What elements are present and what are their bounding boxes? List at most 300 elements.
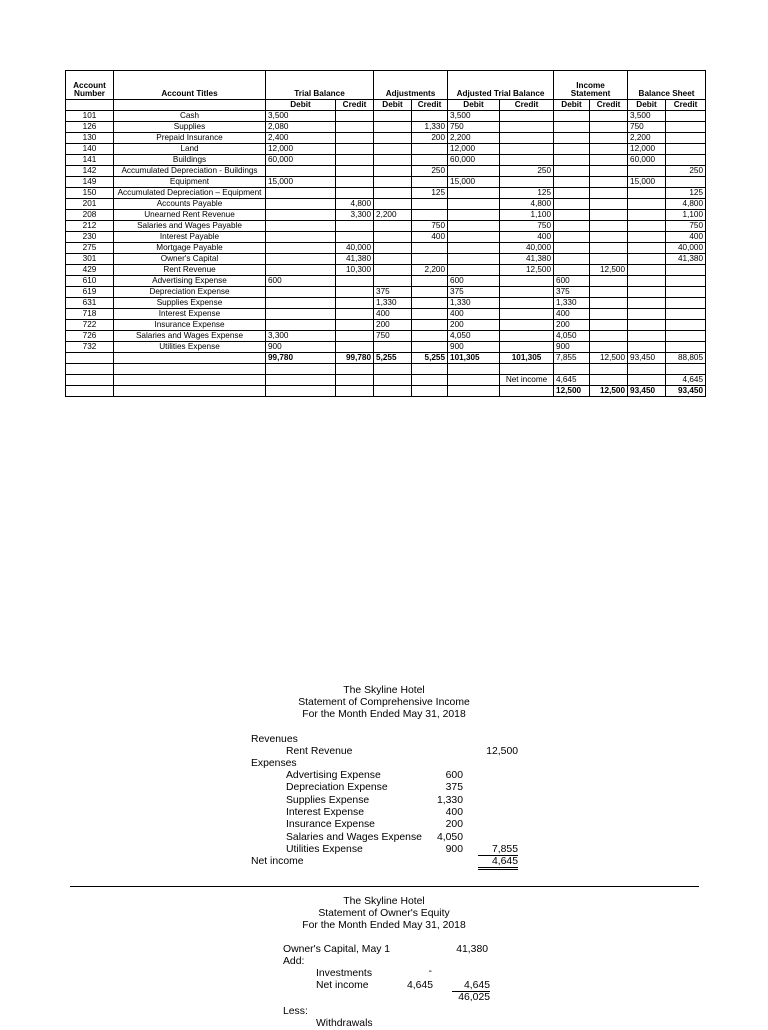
amount-cell-bs-cr bbox=[666, 287, 706, 298]
blank-cell bbox=[448, 364, 500, 375]
blank-cell bbox=[374, 386, 412, 397]
amount-cell-tb-cr bbox=[336, 166, 374, 177]
amount-cell-adj-dr: 200 bbox=[374, 320, 412, 331]
amount-cell-atb-cr bbox=[500, 133, 554, 144]
amount-cell-tb-dr: 60,000 bbox=[266, 155, 336, 166]
total-cell-tb-dr: 99,780 bbox=[266, 353, 336, 364]
amount-cell-atb-cr: 41,380 bbox=[500, 254, 554, 265]
table-row bbox=[66, 243, 706, 254]
amount-cell-atb-dr: 400 bbox=[448, 309, 500, 320]
net-income-is-debit: 4,645 bbox=[554, 375, 590, 386]
amount-cell-adj-cr: 400 bbox=[412, 232, 448, 243]
amount-cell-bs-cr: 250 bbox=[666, 166, 706, 177]
amount-cell-is-dr: 1,330 bbox=[554, 298, 590, 309]
amount-cell-tb-cr bbox=[336, 221, 374, 232]
amount-cell-adj-cr bbox=[412, 276, 448, 287]
add-label: Add: bbox=[283, 956, 305, 967]
account-number-cell: 141 bbox=[66, 155, 114, 166]
total-cell-tb-cr: 99,780 bbox=[336, 353, 374, 364]
amount-cell-is-dr bbox=[554, 133, 590, 144]
amount-cell-is-cr bbox=[590, 320, 628, 331]
blank-cell bbox=[500, 364, 554, 375]
amount-cell-adj-dr: 1,330 bbox=[374, 298, 412, 309]
amount-cell-bs-dr bbox=[628, 232, 666, 243]
amount-cell-tb-cr bbox=[336, 111, 374, 122]
amount-cell-atb-dr: 900 bbox=[448, 342, 500, 353]
net-income-bs-credit: 4,645 bbox=[666, 375, 706, 386]
table-row bbox=[66, 144, 706, 155]
amount-cell-atb-cr bbox=[500, 155, 554, 166]
total-cell-bs-cr: 88,805 bbox=[666, 353, 706, 364]
income-statement-heading bbox=[0, 685, 768, 722]
amount-cell-bs-dr bbox=[628, 210, 666, 221]
amount-cell-bs-dr: 12,000 bbox=[628, 144, 666, 155]
atb-debit-header: Debit bbox=[448, 100, 500, 111]
amount-cell-bs-dr bbox=[628, 254, 666, 265]
blank-cell bbox=[336, 364, 374, 375]
is-credit-header: Credit bbox=[590, 100, 628, 111]
account-title-cell: Rent Revenue bbox=[114, 265, 266, 276]
amount-cell-tb-cr bbox=[336, 342, 374, 353]
amount-cell-is-dr bbox=[554, 166, 590, 177]
amount-cell-bs-dr bbox=[628, 199, 666, 210]
amount-cell-adj-dr bbox=[374, 232, 412, 243]
amount-cell-atb-cr bbox=[500, 320, 554, 331]
amount-cell-adj-cr bbox=[412, 309, 448, 320]
worksheet-subheader-row bbox=[66, 100, 706, 111]
amount-cell-atb-cr bbox=[500, 331, 554, 342]
amount-cell-atb-dr: 2,200 bbox=[448, 133, 500, 144]
rent-revenue-label: Rent Revenue bbox=[286, 746, 353, 757]
account-title-cell: Land bbox=[114, 144, 266, 155]
amount-cell-adj-dr bbox=[374, 188, 412, 199]
rent-revenue-amount: 12,500 bbox=[486, 746, 518, 757]
amount-cell-tb-dr bbox=[266, 254, 336, 265]
oe-subtotal: 46,025 bbox=[458, 992, 490, 1003]
amount-cell-is-cr bbox=[590, 243, 628, 254]
amount-cell-atb-dr: 60,000 bbox=[448, 155, 500, 166]
amount-cell-is-cr bbox=[590, 232, 628, 243]
amount-cell-is-cr bbox=[590, 199, 628, 210]
amount-cell-bs-dr bbox=[628, 276, 666, 287]
amount-cell-atb-cr bbox=[500, 177, 554, 188]
amount-cell-is-dr bbox=[554, 199, 590, 210]
blank-cell bbox=[266, 386, 336, 397]
expense-amount: 400 bbox=[445, 806, 463, 818]
net-income-value: 4,645 bbox=[478, 856, 518, 870]
amount-cell-is-dr bbox=[554, 188, 590, 199]
less-label: Less: bbox=[283, 1006, 308, 1017]
balance-sheet-header: Balance Sheet bbox=[628, 71, 706, 100]
amount-cell-atb-dr: 15,000 bbox=[448, 177, 500, 188]
account-title-cell: Prepaid Insurance bbox=[114, 133, 266, 144]
is-period: For the Month Ended May 31, 2018 bbox=[302, 709, 466, 721]
is-company-name: The Skyline Hotel bbox=[343, 685, 425, 696]
amount-cell-bs-cr bbox=[666, 133, 706, 144]
amount-cell-tb-dr bbox=[266, 188, 336, 199]
amount-cell-tb-dr bbox=[266, 309, 336, 320]
is-title: Statement of Comprehensive Income bbox=[298, 697, 470, 709]
blank-cell bbox=[114, 386, 266, 397]
expense-label: Insurance Expense bbox=[286, 819, 375, 831]
trial-balance-header: Trial Balance bbox=[266, 71, 374, 100]
oe-company-name: The Skyline Hotel bbox=[343, 896, 425, 907]
amount-cell-bs-cr bbox=[666, 320, 706, 331]
amount-cell-adj-cr bbox=[412, 177, 448, 188]
amount-cell-tb-dr bbox=[266, 221, 336, 232]
amount-cell-adj-dr: 400 bbox=[374, 309, 412, 320]
table-row bbox=[66, 199, 706, 210]
account-number-cell: 149 bbox=[66, 177, 114, 188]
expense-amount: 200 bbox=[445, 819, 463, 831]
amount-cell-bs-dr: 3,500 bbox=[628, 111, 666, 122]
table-row bbox=[66, 210, 706, 221]
amount-cell-atb-cr bbox=[500, 111, 554, 122]
final-totals-row bbox=[66, 386, 706, 397]
amount-cell-atb-cr bbox=[500, 122, 554, 133]
owners-equity-heading bbox=[0, 896, 768, 933]
amount-cell-adj-dr: 750 bbox=[374, 331, 412, 342]
blank-cell bbox=[554, 364, 590, 375]
amount-cell-tb-dr: 2,400 bbox=[266, 133, 336, 144]
amount-cell-atb-dr bbox=[448, 221, 500, 232]
blank-cell bbox=[628, 364, 666, 375]
worksheet-header-row bbox=[66, 71, 706, 100]
amount-cell-atb-cr: 125 bbox=[500, 188, 554, 199]
expense-label: Advertising Expense bbox=[286, 770, 381, 781]
amount-cell-is-cr bbox=[590, 133, 628, 144]
amount-cell-bs-dr: 750 bbox=[628, 122, 666, 133]
amount-cell-tb-dr: 15,000 bbox=[266, 177, 336, 188]
amount-cell-adj-cr bbox=[412, 199, 448, 210]
amount-cell-adj-cr: 125 bbox=[412, 188, 448, 199]
amount-cell-tb-cr bbox=[336, 144, 374, 155]
amount-cell-tb-cr: 40,000 bbox=[336, 243, 374, 254]
capital-amount: 41,380 bbox=[456, 944, 488, 955]
account-title-cell: Salaries and Wages Expense bbox=[114, 331, 266, 342]
amount-cell-adj-cr: 200 bbox=[412, 133, 448, 144]
blank-cell bbox=[114, 364, 266, 375]
account-title-cell: Accumulated Depreciation - Buildings bbox=[114, 166, 266, 177]
amount-cell-tb-dr bbox=[266, 210, 336, 221]
total-cell-is-dr: 7,855 bbox=[554, 353, 590, 364]
amount-cell-adj-cr bbox=[412, 111, 448, 122]
blank-cell bbox=[500, 386, 554, 397]
amount-cell-bs-cr bbox=[666, 298, 706, 309]
account-number-header: Account Number bbox=[66, 71, 114, 100]
table-row bbox=[66, 155, 706, 166]
amount-cell-is-cr bbox=[590, 309, 628, 320]
amount-cell-bs-dr bbox=[628, 342, 666, 353]
account-title-cell: Advertising Expense bbox=[114, 276, 266, 287]
capital-label: Owner's Capital, May 1 bbox=[283, 944, 391, 955]
amount-cell-is-cr bbox=[590, 276, 628, 287]
amount-cell-adj-dr bbox=[374, 166, 412, 177]
oe-period: For the Month Ended May 31, 2018 bbox=[302, 920, 466, 932]
table-row bbox=[66, 298, 706, 309]
amount-cell-is-cr bbox=[590, 221, 628, 232]
account-number-cell: 150 bbox=[66, 188, 114, 199]
account-title-cell: Depreciation Expense bbox=[114, 287, 266, 298]
amount-cell-is-dr bbox=[554, 243, 590, 254]
account-number-cell: 301 bbox=[66, 254, 114, 265]
atb-credit-header: Credit bbox=[500, 100, 554, 111]
amount-cell-is-dr bbox=[554, 111, 590, 122]
amount-cell-bs-dr: 2,200 bbox=[628, 133, 666, 144]
amount-cell-atb-dr: 12,000 bbox=[448, 144, 500, 155]
amount-cell-is-cr bbox=[590, 188, 628, 199]
expense-amount: 900 bbox=[445, 843, 463, 855]
account-title-cell: Supplies Expense bbox=[114, 298, 266, 309]
amount-cell-bs-dr bbox=[628, 221, 666, 232]
amount-cell-tb-cr: 10,300 bbox=[336, 265, 374, 276]
table-row bbox=[66, 309, 706, 320]
oe-net-income-label: Net income bbox=[316, 980, 369, 991]
amount-cell-is-dr bbox=[554, 177, 590, 188]
amount-cell-is-dr bbox=[554, 254, 590, 265]
amount-cell-atb-cr: 400 bbox=[500, 232, 554, 243]
amount-cell-bs-cr: 1,100 bbox=[666, 210, 706, 221]
account-number-cell: 718 bbox=[66, 309, 114, 320]
amount-cell-bs-dr: 15,000 bbox=[628, 177, 666, 188]
blank-cell bbox=[448, 375, 500, 386]
table-row bbox=[66, 188, 706, 199]
amount-cell-bs-dr bbox=[628, 265, 666, 276]
amount-cell-atb-dr: 4,050 bbox=[448, 331, 500, 342]
amount-cell-is-cr bbox=[590, 210, 628, 221]
account-title-cell: Interest Expense bbox=[114, 309, 266, 320]
tb-credit-header: Credit bbox=[336, 100, 374, 111]
amount-cell-is-cr bbox=[590, 111, 628, 122]
total-cell-is-cr: 12,500 bbox=[590, 353, 628, 364]
amount-cell-tb-cr bbox=[336, 331, 374, 342]
amount-cell-tb-dr bbox=[266, 265, 336, 276]
expense-label: Utilities Expense bbox=[286, 843, 363, 855]
account-title-cell: Insurance Expense bbox=[114, 320, 266, 331]
is-debit-header: Debit bbox=[554, 100, 590, 111]
amount-cell-adj-cr bbox=[412, 342, 448, 353]
amount-cell-bs-dr bbox=[628, 298, 666, 309]
net-income-row bbox=[66, 375, 706, 386]
amount-cell-atb-cr: 250 bbox=[500, 166, 554, 177]
blank-cell bbox=[412, 364, 448, 375]
blank-cell bbox=[666, 364, 706, 375]
table-row bbox=[66, 221, 706, 232]
amount-cell-atb-dr bbox=[448, 232, 500, 243]
investments-amount: - bbox=[428, 966, 432, 977]
account-title-cell: Cash bbox=[114, 111, 266, 122]
amount-cell-tb-cr bbox=[336, 177, 374, 188]
bs-credit-header: Credit bbox=[666, 100, 706, 111]
amount-cell-atb-dr: 200 bbox=[448, 320, 500, 331]
table-row bbox=[66, 320, 706, 331]
amount-cell-atb-cr bbox=[500, 287, 554, 298]
amount-cell-atb-dr bbox=[448, 265, 500, 276]
amount-cell-adj-dr bbox=[374, 122, 412, 133]
amount-cell-tb-cr bbox=[336, 133, 374, 144]
amount-cell-is-dr: 600 bbox=[554, 276, 590, 287]
amount-cell-atb-dr bbox=[448, 166, 500, 177]
blank-cell bbox=[336, 375, 374, 386]
amount-cell-bs-dr bbox=[628, 188, 666, 199]
table-row bbox=[66, 265, 706, 276]
amount-cell-atb-dr: 750 bbox=[448, 122, 500, 133]
amount-cell-is-cr bbox=[590, 342, 628, 353]
amount-cell-is-dr: 4,050 bbox=[554, 331, 590, 342]
adjusted-trial-balance-header: Adjusted Trial Balance bbox=[448, 71, 554, 100]
final-bs-debit: 93,450 bbox=[628, 386, 666, 397]
expense-amount: 600 bbox=[445, 770, 463, 781]
amount-cell-adj-dr bbox=[374, 254, 412, 265]
account-title-cell: Buildings bbox=[114, 155, 266, 166]
owners-equity-body bbox=[0, 944, 768, 1029]
amount-cell-tb-dr: 3,300 bbox=[266, 331, 336, 342]
final-bs-credit: 93,450 bbox=[666, 386, 706, 397]
account-number-cell: 201 bbox=[66, 199, 114, 210]
adj-credit-header: Credit bbox=[412, 100, 448, 111]
amount-cell-bs-dr bbox=[628, 309, 666, 320]
amount-cell-adj-dr bbox=[374, 133, 412, 144]
account-title-cell: Unearned Rent Revenue bbox=[114, 210, 266, 221]
amount-cell-atb-dr bbox=[448, 210, 500, 221]
amount-cell-tb-dr: 2,080 bbox=[266, 122, 336, 133]
amount-cell-is-cr bbox=[590, 122, 628, 133]
amount-cell-adj-dr bbox=[374, 342, 412, 353]
expense-label: Depreciation Expense bbox=[286, 782, 388, 794]
account-title-cell: Equipment bbox=[114, 177, 266, 188]
final-is-credit: 12,500 bbox=[590, 386, 628, 397]
expense-amount: 1,330 bbox=[436, 794, 463, 806]
account-number-cell: 726 bbox=[66, 331, 114, 342]
amount-cell-adj-cr bbox=[412, 210, 448, 221]
bs-debit-header: Debit bbox=[628, 100, 666, 111]
blank-cell bbox=[114, 375, 266, 386]
amount-cell-adj-dr bbox=[374, 221, 412, 232]
amount-cell-is-cr: 12,500 bbox=[590, 265, 628, 276]
amount-cell-is-cr bbox=[590, 331, 628, 342]
account-number-cell: 275 bbox=[66, 243, 114, 254]
amount-cell-adj-cr: 250 bbox=[412, 166, 448, 177]
account-number-cell: 101 bbox=[66, 111, 114, 122]
tb-debit-header: Debit bbox=[266, 100, 336, 111]
amount-cell-is-cr bbox=[590, 287, 628, 298]
amount-cell-bs-dr bbox=[628, 243, 666, 254]
amount-cell-tb-dr bbox=[266, 320, 336, 331]
amount-cell-is-dr bbox=[554, 232, 590, 243]
amount-cell-atb-cr bbox=[500, 298, 554, 309]
amount-cell-bs-cr: 41,380 bbox=[666, 254, 706, 265]
amount-cell-bs-cr: 4,800 bbox=[666, 199, 706, 210]
amount-cell-adj-dr bbox=[374, 276, 412, 287]
expense-label: Supplies Expense bbox=[286, 794, 370, 806]
amount-cell-tb-cr bbox=[336, 122, 374, 133]
blank-cell bbox=[374, 375, 412, 386]
amount-cell-adj-cr bbox=[412, 331, 448, 342]
amount-cell-tb-cr bbox=[336, 287, 374, 298]
total-cell-atb-cr: 101,305 bbox=[500, 353, 554, 364]
account-number-cell: 140 bbox=[66, 144, 114, 155]
amount-cell-adj-dr bbox=[374, 111, 412, 122]
amount-cell-bs-dr bbox=[628, 331, 666, 342]
total-cell-adj-dr: 5,255 bbox=[374, 353, 412, 364]
amount-cell-bs-dr bbox=[628, 287, 666, 298]
blank-cell bbox=[628, 375, 666, 386]
account-title-cell: Owner's Capital bbox=[114, 254, 266, 265]
total-expenses bbox=[478, 844, 518, 856]
table-row bbox=[66, 287, 706, 298]
amount-cell-is-dr: 375 bbox=[554, 287, 590, 298]
amount-cell-bs-cr bbox=[666, 155, 706, 166]
amount-cell-atb-dr: 1,330 bbox=[448, 298, 500, 309]
blank-cell bbox=[66, 364, 114, 375]
account-title-cell: Accumulated Depreciation – Equipment bbox=[114, 188, 266, 199]
amount-cell-bs-dr bbox=[628, 320, 666, 331]
amount-cell-adj-cr bbox=[412, 287, 448, 298]
final-is-debit: 12,500 bbox=[554, 386, 590, 397]
table-row bbox=[66, 177, 706, 188]
amount-cell-is-dr bbox=[554, 122, 590, 133]
total-cell-atb-dr: 101,305 bbox=[448, 353, 500, 364]
account-titles-header: Account Titles bbox=[114, 71, 266, 100]
withdrawals-label: Withdrawals bbox=[316, 1018, 373, 1029]
amount-cell-adj-cr: 2,200 bbox=[412, 265, 448, 276]
account-number-cell: 230 bbox=[66, 232, 114, 243]
adjustments-header: Adjustments bbox=[374, 71, 448, 100]
blank-cell bbox=[590, 364, 628, 375]
amount-cell-tb-dr bbox=[266, 199, 336, 210]
total-cell-bs-dr: 93,450 bbox=[628, 353, 666, 364]
amount-cell-adj-cr: 750 bbox=[412, 221, 448, 232]
amount-cell-atb-dr: 600 bbox=[448, 276, 500, 287]
amount-cell-is-dr bbox=[554, 210, 590, 221]
amount-cell-tb-dr: 600 bbox=[266, 276, 336, 287]
amount-cell-atb-dr: 3,500 bbox=[448, 111, 500, 122]
amount-cell-adj-cr bbox=[412, 298, 448, 309]
total-cell-adj-cr: 5,255 bbox=[412, 353, 448, 364]
revenues-label: Revenues bbox=[251, 734, 298, 745]
amount-cell-tb-cr bbox=[336, 309, 374, 320]
table-row bbox=[66, 232, 706, 243]
amount-cell-atb-cr: 1,100 bbox=[500, 210, 554, 221]
blank-row bbox=[66, 364, 706, 375]
total-expenses-value: 7,855 bbox=[478, 844, 518, 856]
expense-label: Interest Expense bbox=[286, 806, 364, 818]
expense-label: Salaries and Wages Expense bbox=[286, 831, 422, 843]
blank-cell bbox=[266, 364, 336, 375]
amount-cell-adj-cr bbox=[412, 144, 448, 155]
blank-cell bbox=[374, 364, 412, 375]
account-number-cell: 732 bbox=[66, 342, 114, 353]
amount-cell-bs-cr bbox=[666, 342, 706, 353]
table-row bbox=[66, 166, 706, 177]
account-number-cell: 610 bbox=[66, 276, 114, 287]
amount-cell-bs-cr bbox=[666, 265, 706, 276]
account-title-cell: Accounts Payable bbox=[114, 199, 266, 210]
worksheet-table bbox=[65, 70, 706, 397]
amount-cell-adj-dr bbox=[374, 199, 412, 210]
amount-cell-tb-dr bbox=[266, 287, 336, 298]
table-row bbox=[66, 331, 706, 342]
totals-row bbox=[66, 353, 706, 364]
amount-cell-tb-cr bbox=[336, 155, 374, 166]
amount-cell-tb-dr: 3,500 bbox=[266, 111, 336, 122]
blank-cell bbox=[114, 353, 266, 364]
amount-cell-bs-cr bbox=[666, 144, 706, 155]
blank-cell bbox=[448, 386, 500, 397]
net-income-label-cell: Net income bbox=[500, 375, 554, 386]
amount-cell-bs-cr bbox=[666, 331, 706, 342]
amount-cell-tb-dr bbox=[266, 243, 336, 254]
